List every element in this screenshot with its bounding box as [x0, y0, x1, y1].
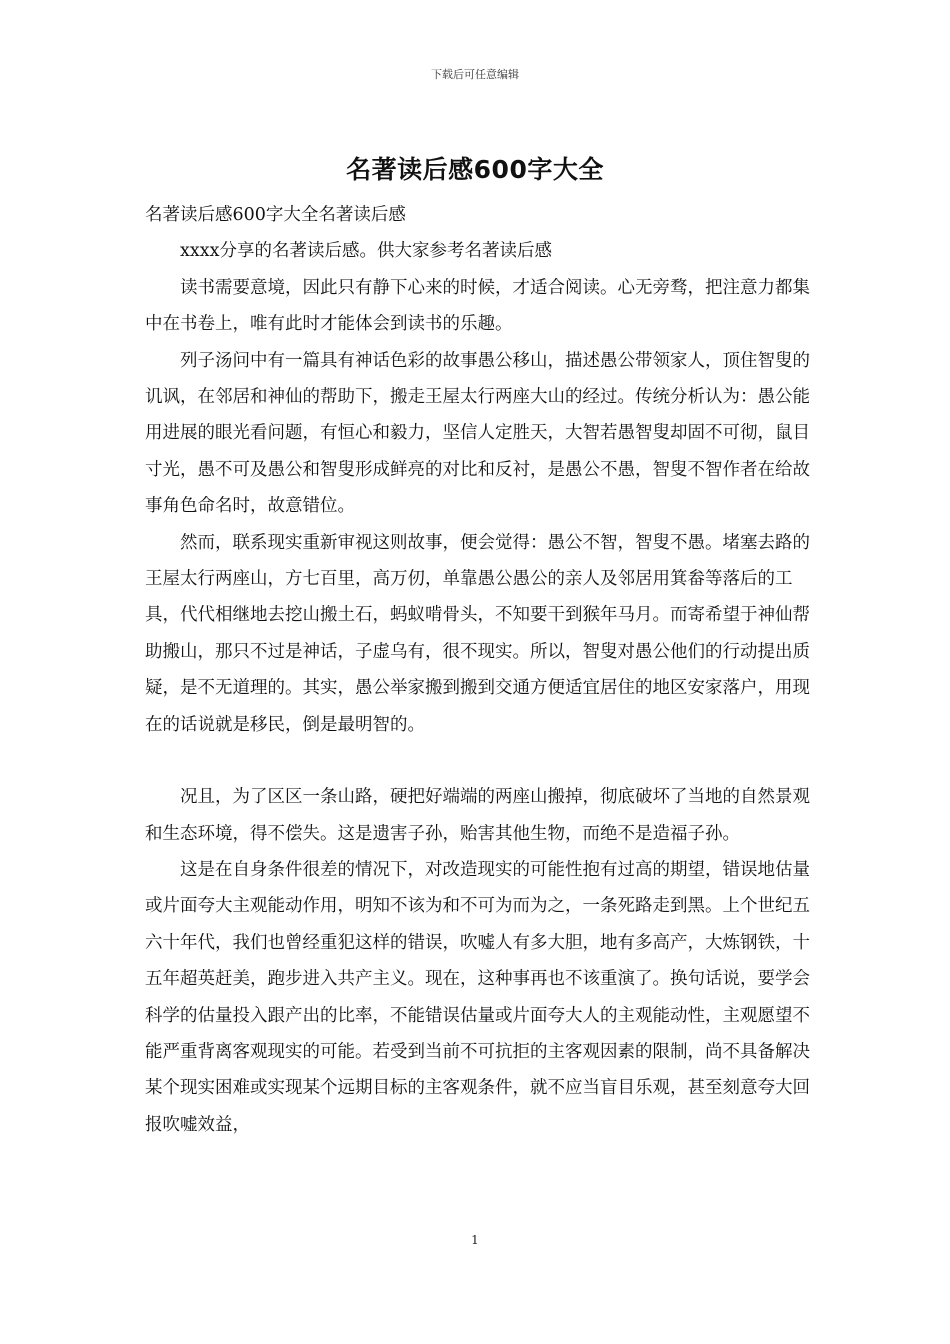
page-number: 1: [471, 1233, 479, 1247]
document-title: 名著读后感600字大全: [346, 155, 604, 184]
paragraph-gap: [145, 743, 813, 779]
paragraph: 况且，为了区区一条山路，硬把好端端的两座山搬掉，彻底破坏了当地的自然景观和生态环境，得不偿失。这是遗害子孙，贻害其他生物，而绝不是造福子孙。: [145, 787, 810, 844]
paragraph: 然而，联系现实重新审视这则故事，便会觉得：愚公不智，智叟不愚。堵塞去路的王屋太行两座山，方七百里，高万仞，单靠愚公愚公的亲人及邻居用箕畚等落后的工具，代代相继地去挖山搬土石，蚂蚁啃骨头，不知要干到猴年马月。而寄希望于神仙帮助搬山，那只不过是神话，子虚乌有，很不现实。所以，智叟对愚公他们的行动提出质疑，是不无道理的。其实，愚公举家搬到搬到交通方便适宜居住的地区安家落户，用现在的话说就是移民，倒是最明智的。: [145, 532, 810, 735]
paragraph: 这是在自身条件很差的情况下，对改造现实的可能性抱有过高的期望，错误地估量或片面夸大主观能动作用，明知不该为和不可为而为之，一条死路走到黑。上个世纪五六十年代，我们也曾经重犯这样的错误，吹嘘人有多大胆，地有多高产，大炼钢铁，十五年超英赶美，跑步进入共产主义。现在，这种事再也不该重演了。换句话说，要学会科学的估量投入跟产出的比率，不能错误估量或片面夸大人的主观能动性，主观愿望不能严重背离客观现实的可能。若受到当前不可抗拒的主客观因素的限制，尚不具备解决某个现实困难或实现某个远期目标的主客观条件，就不应当盲目乐观，甚至刻意夸大回报吹嘘效益，: [145, 859, 810, 1135]
paragraph: 读书需要意境，因此只有静下心来的时候，才适合阅读。心无旁骛，把注意力都集中在书卷上，唯有此时才能体会到读书的乐趣。: [145, 277, 810, 335]
paragraph-subtitle: 名著读后感600字大全名著读后感: [145, 205, 406, 225]
paragraph-intro: xxxx分享的名著读后感。供大家参考名著读后感: [180, 241, 552, 262]
document-body: [145, 197, 813, 1143]
paragraph: 列子汤问中有一篇具有神话色彩的故事愚公移山，描述愚公带领家人，顶住智叟的讥讽，在邻居和神仙的帮助下，搬走王屋太行两座大山的经过。传统分析认为：愚公能用进展的眼光看问题，有恒心和毅力，坚信人定胜天，大智若愚智叟却固不可彻，鼠目寸光，愚不可及愚公和智叟形成鲜亮的对比和反衬，是愚公不愚，智叟不智作者在给故事角色命名时，故意错位。: [145, 350, 810, 517]
page-header: 下载后可任意编辑: [431, 68, 519, 81]
